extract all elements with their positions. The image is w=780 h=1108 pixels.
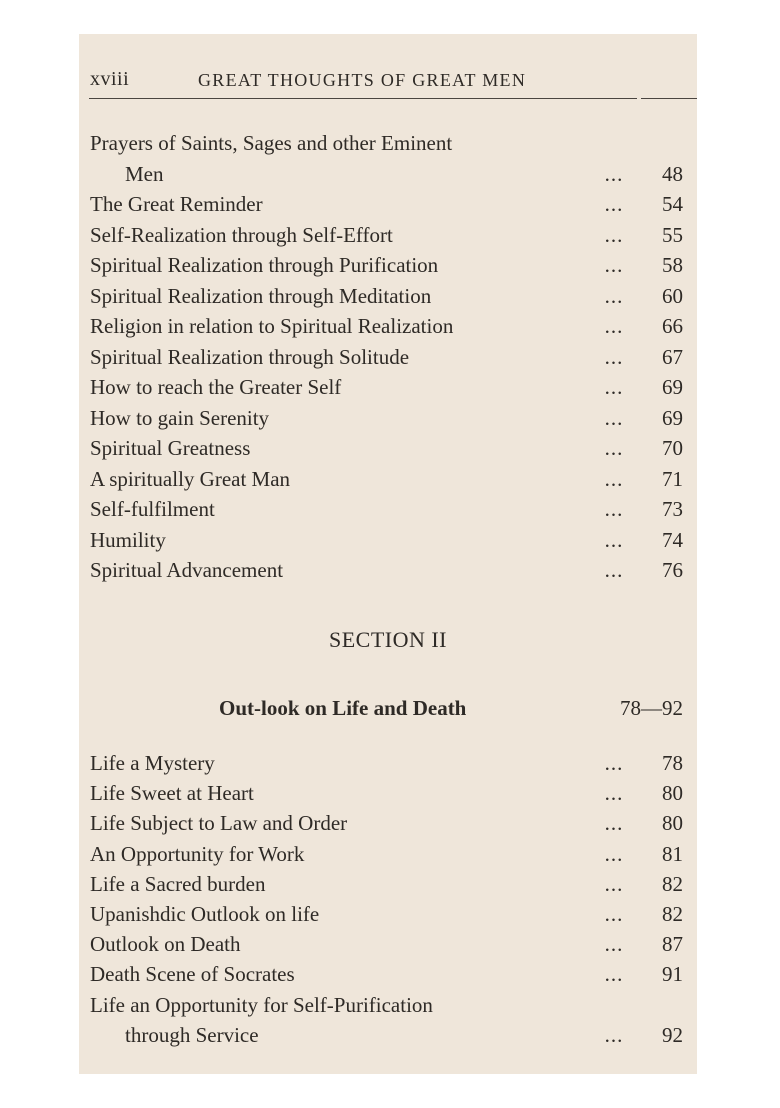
toc-entry (79, 250, 697, 280)
toc-entry (79, 869, 697, 899)
entry-leader-dots: ... (604, 222, 624, 247)
toc-entry (79, 372, 697, 402)
toc-entry (79, 159, 697, 189)
entry-leader-dots: ... (604, 466, 624, 491)
entry-title: Outlook on Death (90, 932, 241, 957)
entry-page-number: 92 (662, 1022, 683, 1047)
entry-page-number: 69 (662, 375, 683, 399)
entry-page-number: 48 (662, 161, 683, 186)
entry-title: Self-Realization through Self-Effort (90, 222, 393, 247)
entry-leader-dots: ... (604, 841, 624, 866)
entry-title: Life a Sacred burden (90, 871, 266, 896)
entry-title: Spiritual Realization through Meditation (90, 283, 432, 308)
entry-title: Self-fulfilment (90, 497, 215, 521)
entry-title: A spiritually Great Man (90, 466, 291, 491)
toc-entry (79, 433, 697, 463)
toc-entry (79, 990, 697, 1020)
toc-entry (79, 899, 697, 929)
entry-title: Life Subject to Law and Order (90, 811, 348, 836)
entry-title: Men (125, 161, 164, 186)
toc-entry (79, 403, 697, 433)
entry-title: through Service (125, 1022, 259, 1047)
entry-page-number: 81 (662, 841, 683, 866)
entry-leader-dots: ... (604, 751, 624, 775)
entry-leader-dots: ... (604, 161, 624, 186)
entry-title: Life a Mystery (90, 751, 215, 775)
entry-title: Prayers of Saints, Sages and other Eminent (90, 131, 453, 155)
entry-leader-dots: ... (604, 497, 624, 521)
toc-entry (79, 464, 697, 494)
entry-title: How to gain Serenity (90, 405, 270, 430)
entry-page-number: 80 (662, 781, 683, 806)
toc-entry (79, 189, 697, 219)
entry-page-number: 54 (662, 192, 683, 216)
entry-title: Spiritual Advancement (90, 558, 284, 582)
running-title: GREAT THOUGHTS OF GREAT MEN (198, 70, 527, 90)
entry-title: Humility (90, 527, 166, 552)
entry-title: Spiritual Greatness (90, 436, 251, 460)
entry-title: Death Scene of Socrates (90, 962, 295, 987)
toc-entry (79, 555, 697, 585)
toc-entry (79, 1020, 697, 1050)
entry-title: An Opportunity for Work (90, 841, 305, 866)
entry-page-number: 73 (662, 497, 683, 521)
entry-leader-dots: ... (604, 405, 624, 430)
toc-entry (79, 748, 697, 778)
toc-entry (79, 959, 697, 989)
entry-page-number: 55 (662, 222, 683, 247)
toc-entry (79, 778, 697, 808)
entry-leader-dots: ... (604, 902, 624, 926)
toc-entry (79, 281, 697, 311)
entry-page-number: 82 (662, 871, 683, 896)
entry-page-number: 58 (662, 253, 683, 277)
entry-title: Spiritual Realization through Purification (90, 253, 439, 277)
entry-page-number: 80 (662, 811, 683, 836)
toc-entry (79, 128, 697, 158)
toc-entry (79, 342, 697, 372)
entry-title: Upanishdic Outlook on life (90, 902, 320, 926)
entry-leader-dots: ... (604, 344, 624, 369)
entry-page-number: 82 (662, 902, 683, 926)
entry-title: The Great Reminder (90, 192, 263, 216)
entry-leader-dots: ... (604, 253, 624, 277)
entry-page-number: 71 (662, 466, 683, 491)
entry-leader-dots: ... (604, 871, 624, 896)
entry-leader-dots: ... (604, 1022, 624, 1047)
entry-page-number: 66 (662, 314, 683, 338)
toc-entry (79, 929, 697, 959)
entry-title: Spiritual Realization through Solitude (90, 344, 410, 369)
toc-entry (79, 220, 697, 250)
entry-leader-dots: ... (604, 558, 624, 582)
entry-leader-dots: ... (604, 811, 624, 836)
entry-leader-dots: ... (604, 962, 624, 987)
toc-entry (79, 839, 697, 869)
entry-leader-dots: ... (604, 375, 624, 399)
entry-page-number: 91 (662, 962, 683, 987)
entry-page-number: 78 (662, 751, 683, 775)
section-title: Out-look on Life and Death (219, 696, 467, 720)
page-number: xviii (90, 68, 130, 90)
entry-title: Religion in relation to Spiritual Realization (90, 314, 454, 338)
entry-page-number: 76 (662, 558, 683, 582)
entry-leader-dots: ... (604, 527, 624, 552)
entry-title: How to reach the Greater Self (90, 375, 342, 399)
toc-entry (79, 311, 697, 341)
section-page-range: 78—92 (620, 696, 683, 720)
entry-leader-dots: ... (604, 314, 624, 338)
entry-leader-dots: ... (604, 192, 624, 216)
section-heading: SECTION II (328, 627, 448, 652)
entry-leader-dots: ... (604, 436, 624, 460)
entry-page-number: 74 (662, 527, 683, 552)
toc-entry (79, 525, 697, 555)
toc-entry (79, 808, 697, 838)
book-page (79, 34, 697, 1074)
entry-title: Life Sweet at Heart (90, 781, 254, 806)
entry-leader-dots: ... (604, 283, 624, 308)
entry-page-number: 67 (662, 344, 683, 369)
entry-leader-dots: ... (604, 781, 624, 806)
entry-page-number: 70 (662, 436, 683, 460)
toc-entry (79, 494, 697, 524)
entry-page-number: 87 (662, 932, 683, 957)
entry-page-number: 69 (662, 405, 683, 430)
contents-list (79, 34, 697, 1074)
entry-title: Life an Opportunity for Self-Purification (90, 992, 433, 1017)
entry-page-number: 60 (662, 283, 683, 308)
entry-leader-dots: ... (604, 932, 624, 957)
